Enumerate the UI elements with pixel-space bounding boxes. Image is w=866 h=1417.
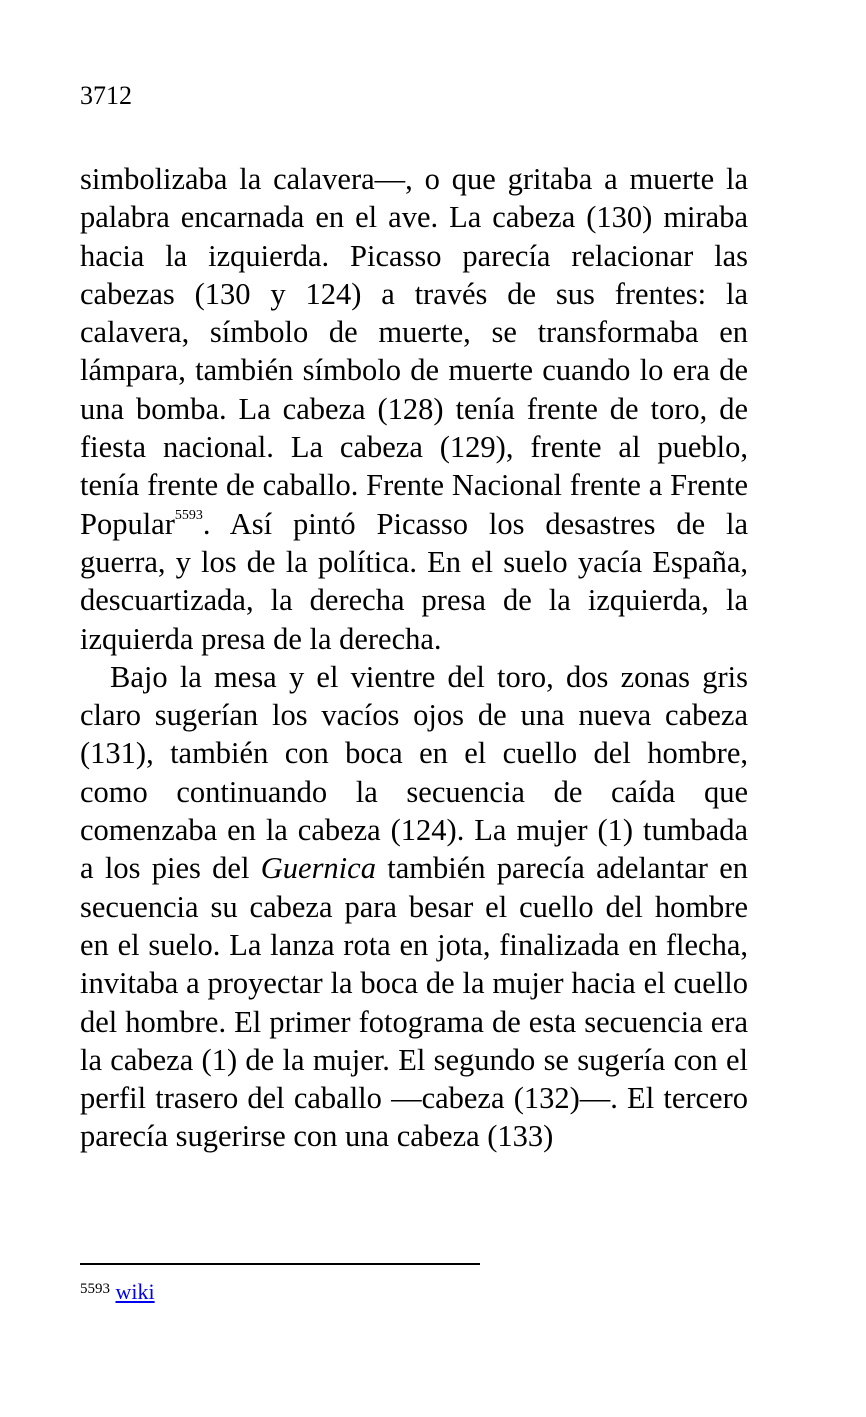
italic-title: Guernica (260, 851, 376, 886)
page-number: 3712 (80, 81, 132, 110)
paragraph-2-text-a: Bajo la mesa y el vientre del toro, dos zonas gris claro sugerían los vacíos ojos de una nueva cabeza (131), también con boca en el cuello del hombre, como continuando la secuencia de caída que comenzaba en la cabeza (124). La mujer (1) tumbada a los pies del (80, 659, 748, 886)
body-text (80, 160, 748, 1156)
paragraph-2-text-b: también parecía adelantar en secuencia su cabeza para besar el cuello del hombre en el suelo. La lanza rota en jota, finalizada en flecha, invitaba a proyectar la boca de la mujer hacia el cuello del hombre. El primer fotograma de esta secuencia era la cabeza (1) de la mujer. El segundo se sugería con el perfil trasero del caballo —cabeza (132)—. El tercero parecía sugerirse con una cabeza (133) (80, 851, 748, 1154)
footnote-link[interactable]: wiki (115, 1279, 155, 1304)
footnote-reference[interactable]: 5593 (174, 507, 203, 523)
paragraph-1-text-b: . Así pintó Picasso los desastres de la guerra, y los de la política. En el suelo yacía España, descuartizada, la derecha presa de la izquierda, la izquierda presa de la derecha. (80, 506, 748, 656)
footnote-number: 5593 (80, 1281, 110, 1297)
paragraph-1-text-a: simbolizaba la calavera—, o que gritaba a muerte la palabra encarnada en el ave. La cabeza (130) miraba hacia la izquierda. Picasso parecía relacionar las cabezas (130 y 124) a través de sus frentes: la calavera, símbolo de muerte, se transformaba en lámpara, también símbolo de muerte cuando lo era de una bomba. La cabeza (128) tenía frente de toro, de fiesta nacional. La cabeza (129), frente al pueblo, tenía frente de caballo. Frente Nacional frente a Frente Popular (80, 162, 748, 541)
footnote (80, 1278, 155, 1306)
paragraph-1 (80, 160, 748, 658)
footnote-divider (80, 1263, 480, 1265)
paragraph-2 (80, 658, 748, 1156)
